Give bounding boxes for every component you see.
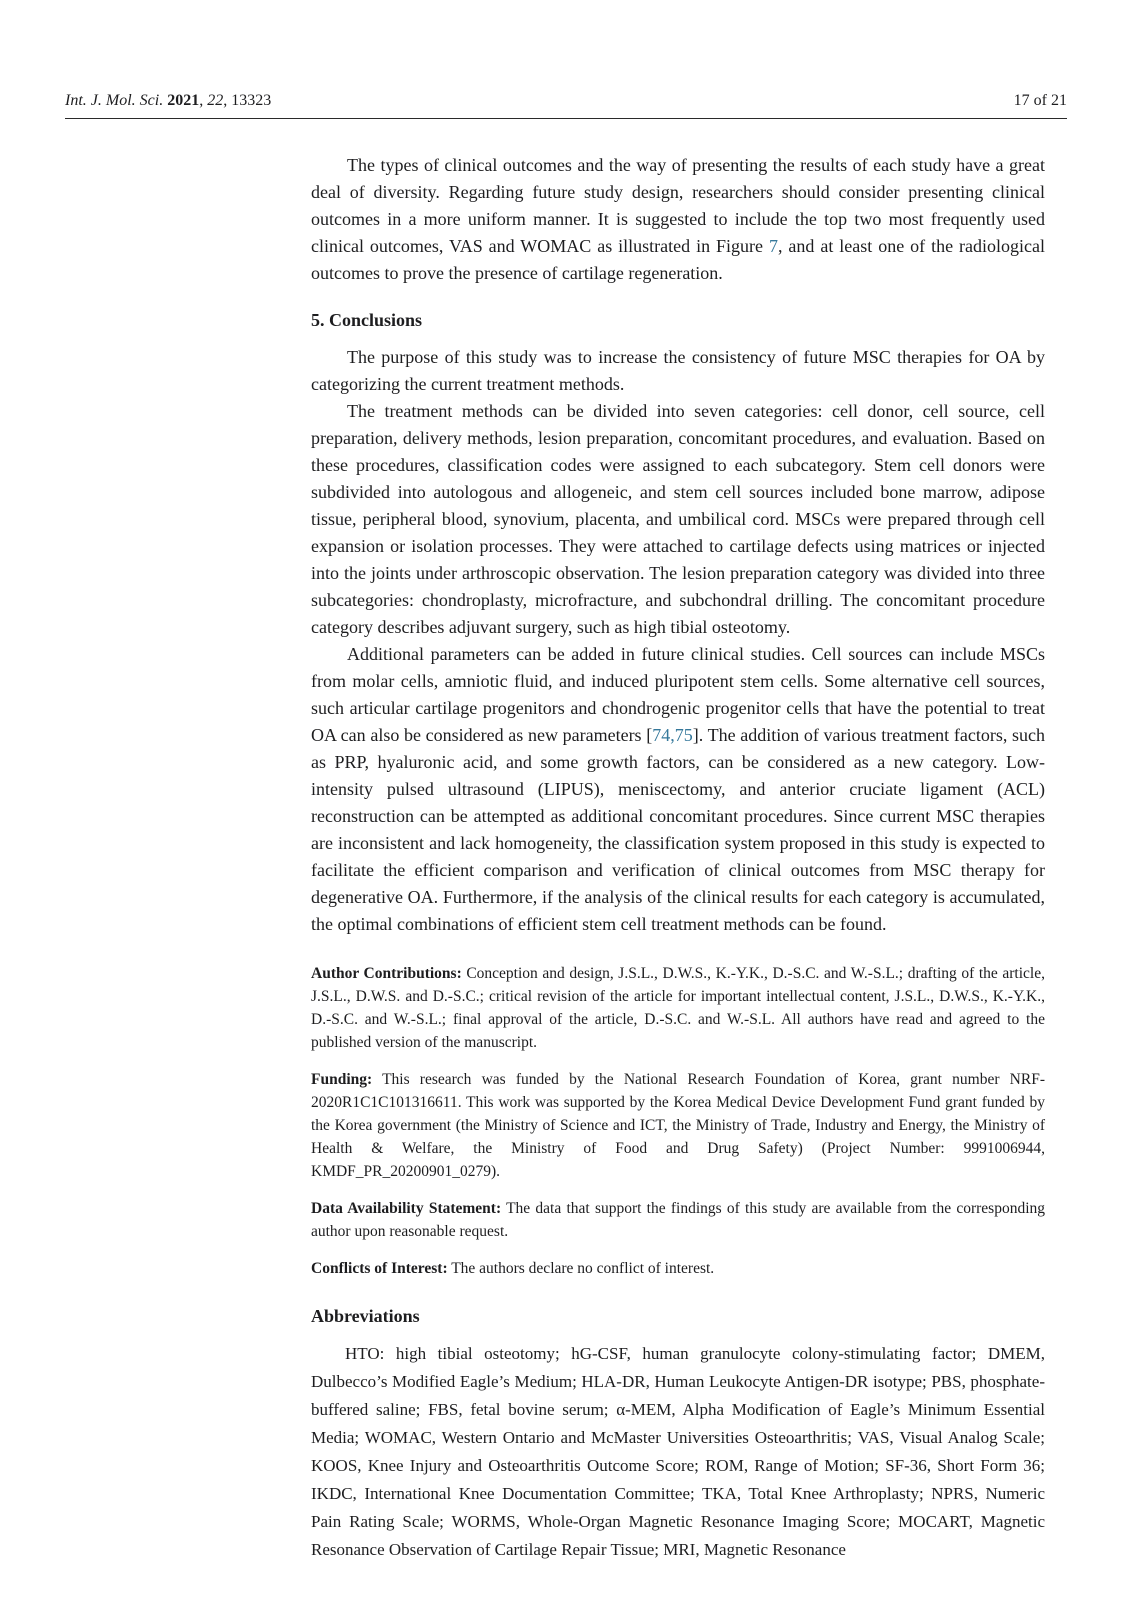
article-body bbox=[311, 152, 1045, 1564]
funding-statement: Funding: This research was funded by the National Research Foundation of Korea, grant number NRF-2020R1C1C101316611. This work was supported by the Korea Medical Device Development Fund grant funded by the Korea government (the Ministry of Science and ICT, the Ministry of Trade, Industry and Energy, the Ministry of Health & Welfare, the Ministry of Food and Drug Safety) (Project Number: 9991006944, KMDF_PR_20200901_0279). bbox=[311, 1071, 1045, 1180]
page-header bbox=[65, 92, 1067, 110]
author-contributions-label: Author Contributions: bbox=[311, 965, 462, 982]
citation-74-75-link[interactable]: 74,75 bbox=[652, 725, 693, 745]
conclusions-paragraph-1: The purpose of this study was to increase the consistency of future MSC therapies for OA by categorizing the current treatment methods. bbox=[311, 347, 1045, 394]
journal-citation: Int. J. Mol. Sci. 2021, 22, 13323 bbox=[65, 92, 272, 109]
conclusions-paragraph-2: The treatment methods can be divided into seven categories: cell donor, cell source, cell preparation, delivery methods, lesion preparation, concomitant procedures, and evaluation. Based on these procedures, classification codes were assigned to each subcategory. Stem cell donors were subdivided into autologous and allogeneic, and stem cell sources included bone marrow, adipose tissue, peripheral blood, synovium, placenta, and umbilical cord. MSCs were prepared through cell expansion or isolation processes. They were attached to cartilage defects using matrices or injected into the joints under arthroscopic observation. The lesion preparation category was divided into three subcategories: chondroplasty, microfracture, and subchondral drilling. The concomitant procedure category describes adjuvant surgery, such as high tibial osteotomy. bbox=[311, 401, 1045, 637]
conflicts-label: Conflicts of Interest: bbox=[311, 1260, 448, 1277]
funding-label: Funding: bbox=[311, 1071, 373, 1088]
journal-name: Int. J. Mol. Sci. bbox=[65, 92, 164, 109]
author-contributions: Author Contributions: Conception and design, J.S.L., D.W.S., K.-Y.K., D.-S.C. and W.-S.L.; drafting of the article, J.S.L., D.W.S. and D.-S.C.; critical revision of the article for important intellectual content, J.S.L., D.W.S., K.-Y.K., D.-S.C. and W.-S.L.; final approval of the article, D.-S.C. and W.-S.L. All authors have read and agreed to the published version of the manuscript. bbox=[311, 965, 1045, 1051]
abbreviations-heading: Abbreviations bbox=[311, 1306, 420, 1326]
spacer bbox=[311, 938, 1045, 948]
data-availability-statement: Data Availability Statement: The data that support the findings of this study are available from the corresponding author upon reasonable request. bbox=[311, 1200, 1046, 1240]
conclusions-heading: 5. Conclusions bbox=[311, 310, 423, 330]
figure-7-link[interactable]: 7 bbox=[768, 236, 778, 256]
intro-paragraph: The types of clinical outcomes and the way of presenting the results of each study have a great deal of diversity. Regarding future study design, researchers should consider presenting clinical outcomes in a more uniform manner. It is suggested to include the top two most frequently used clinical outcomes, VAS and WOMAC as illustrated in Figure 7, and at least one of the radiological outcomes to prove the presence of cartilage regeneration. bbox=[311, 155, 1045, 283]
page-number: 17 of 21 bbox=[1013, 92, 1067, 109]
conflicts-of-interest: Conflicts of Interest: The authors declare no conflict of interest. bbox=[311, 1260, 715, 1277]
journal-article-number: , 13323 bbox=[223, 92, 272, 109]
journal-volume: 22 bbox=[207, 92, 224, 109]
journal-year: 2021 bbox=[167, 92, 200, 109]
data-availability-label: Data Availability Statement: bbox=[311, 1200, 502, 1217]
header-divider bbox=[65, 118, 1067, 119]
conclusions-paragraph-3: Additional parameters can be added in future clinical studies. Cell sources can include MSCs from molar cells, amniotic fluid, and induced pluripotent stem cells. Some alternative cell sources, such articular cartilage progenitors and chondrogenic progenitor cells that have the potential to treat OA can also be considered as new parameters [74,75]. The addition of various treatment factors, such as PRP, hyaluronic acid, and some growth factors, can be considered as a new category. Low-intensity pulsed ultrasound (LIPUS), meniscectomy, and anterior cruciate ligament (ACL) reconstruction can be attempted as additional concomitant procedures. Since current MSC therapies are inconsistent and lack homogeneity, the classification system proposed in this study is expected to facilitate the efficient comparison and verification of clinical outcomes from MSC therapy for degenerative OA. Furthermore, if the analysis of the clinical results for each category is accumulated, the optimal combinations of efficient stem cell treatment methods can be found. bbox=[311, 644, 1045, 934]
abbreviations-text: HTO: high tibial osteotomy; hG-CSF, human granulocyte colony-stimulating factor; DMEM, Dulbecco’s Modified Eagle’s Medium; HLA-DR, Human Leukocyte Antigen-DR isotype; PBS, phosphate-buffered saline; FBS, fetal bovine serum; α-MEM, Alpha Modification of Eagle’s Minimum Essential Media; WOMAC, Western Ontario and McMaster Universities Osteoarthritis; VAS, Visual Analog Scale; KOOS, Knee Injury and Osteoarthritis Outcome Score; ROM, Range of Motion; SF-36, Short Form 36; IKDC, International Knee Documentation Committee; TKA, Total Knee Arthroplasty; NPRS, Numeric Pain Rating Scale; WORMS, Whole-Organ Magnetic Resonance Imaging Score; MOCART, Magnetic Resonance Observation of Cartilage Repair Tissue; MRI, Magnetic Resonance bbox=[311, 1344, 1045, 1559]
